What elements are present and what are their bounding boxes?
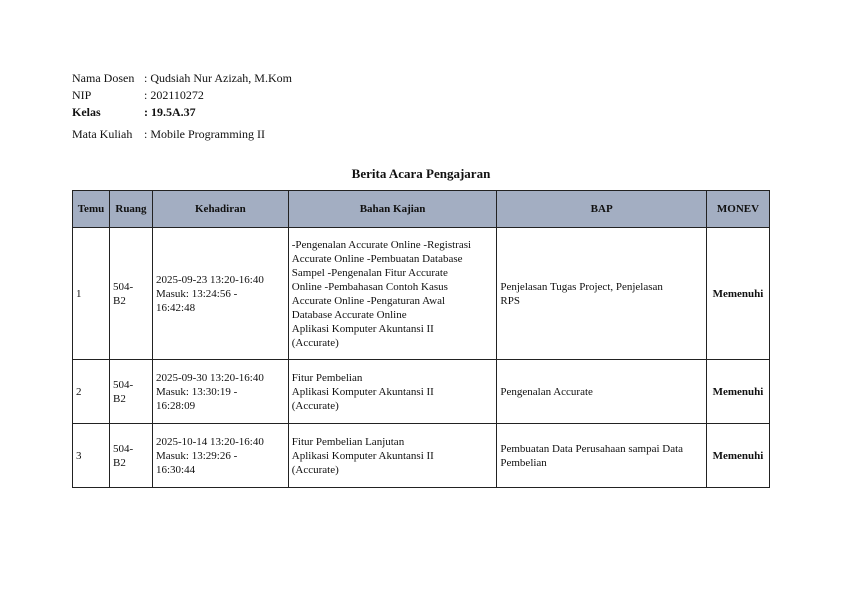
cell-bap: Pembuatan Data Perusahaan sampai Data Pembelian: [497, 424, 707, 488]
matkul-value: : Mobile Programming II: [144, 127, 265, 141]
cell-temu: 3: [73, 424, 110, 488]
cell-kehadiran: 2025-09-23 13:20-16:40 Masuk: 13:24:56 - 16:42:48: [152, 228, 288, 360]
matkul-label: Mata Kuliah: [72, 127, 133, 141]
cell-ruang: 504- B2: [109, 424, 152, 488]
header-monev: MONEV: [706, 191, 769, 228]
cell-bahan-kajian: -Pengenalan Accurate Online -Registrasi Accurate Online -Pembuatan Database Sampel -Pengenalan Fitur Accurate Online -Pembahasan Contoh Kasus Accurate Online -Pengaturan Awal Database Accurate Online Aplikasi Komputer Akuntansi II (Accurate): [288, 228, 497, 360]
page-title: Berita Acara Pengajaran: [351, 166, 491, 181]
header-kehadiran: Kehadiran: [152, 191, 288, 228]
kelas-value: : 19.5A.37: [144, 105, 196, 119]
nip-value: : 202110272: [144, 88, 204, 102]
cell-bap: Penjelasan Tugas Project, Penjelasan RPS: [497, 228, 707, 360]
cell-ruang: 504- B2: [109, 360, 152, 424]
cell-monev: Memenuhi: [706, 424, 769, 488]
table-row: [73, 424, 770, 488]
table-row: [73, 228, 770, 360]
cell-temu: 1: [73, 228, 110, 360]
cell-kehadiran: 2025-10-14 13:20-16:40 Masuk: 13:29:26 - 16:30:44: [152, 424, 288, 488]
cell-bahan-kajian: Fitur Pembelian Aplikasi Komputer Akuntansi II (Accurate): [288, 360, 497, 424]
header-bap: BAP: [497, 191, 707, 228]
dosen-label: Nama Dosen: [72, 71, 135, 85]
nip-label: NIP: [72, 88, 92, 102]
header-temu: Temu: [73, 191, 110, 228]
cell-kehadiran: 2025-09-30 13:20-16:40 Masuk: 13:30:19 - 16:28:09: [152, 360, 288, 424]
cell-monev: Memenuhi: [706, 360, 769, 424]
cell-bahan-kajian: Fitur Pembelian Lanjutan Aplikasi Komputer Akuntansi II (Accurate): [288, 424, 497, 488]
header-ruang: Ruang: [109, 191, 152, 228]
dosen-value: : Qudsiah Nur Azizah, M.Kom: [144, 71, 292, 85]
kelas-label: Kelas: [72, 105, 101, 119]
cell-ruang: 504- B2: [109, 228, 152, 360]
table-header-row: [73, 191, 770, 228]
header-bahan-kajian: Bahan Kajian: [288, 191, 497, 228]
cell-monev: Memenuhi: [706, 228, 769, 360]
teaching-report-table: [72, 190, 770, 488]
cell-temu: 2: [73, 360, 110, 424]
cell-bap: Pengenalan Accurate: [497, 360, 707, 424]
table-row: [73, 360, 770, 424]
